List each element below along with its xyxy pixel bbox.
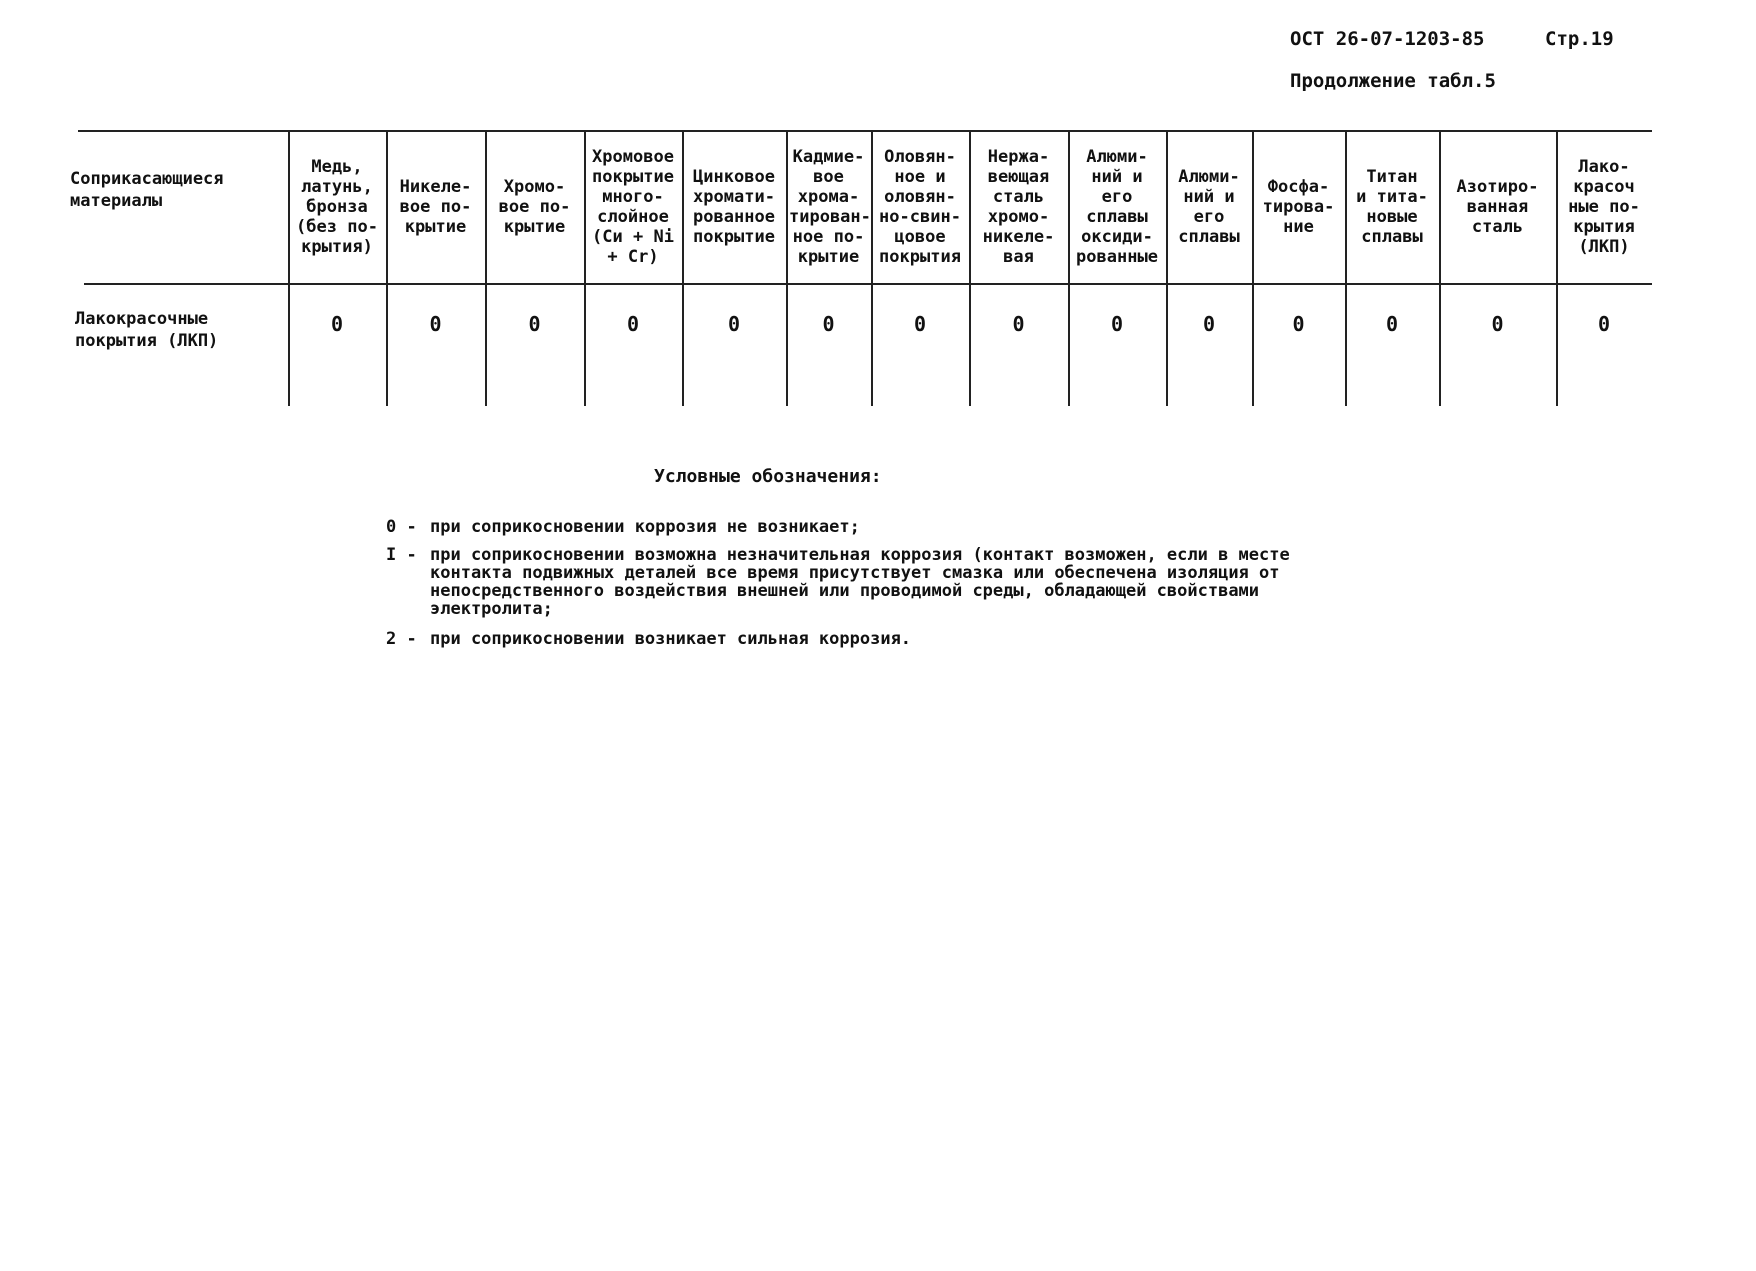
column-header-text: Медь, латунь, бронза (без по- крытия) (296, 157, 378, 257)
column-header-text: Хромо- вое по- крытие (498, 177, 571, 237)
column-header-text: Никеле- вое по- крытие (399, 177, 472, 237)
legend-symbol: 0 - (386, 517, 417, 537)
column-divider (584, 130, 586, 406)
column-header (874, 147, 966, 267)
column-divider (1439, 130, 1441, 406)
legend-item-1 (386, 546, 1386, 626)
column-header-text: Цинковое хромати- рованное покрытие (693, 167, 775, 247)
table-cell-value: 0 (913, 312, 927, 336)
table-cell-value: 0 (1597, 312, 1611, 336)
legend-item-2 (386, 630, 1386, 652)
column-header-text: Азотиро- ванная сталь (1456, 177, 1539, 237)
legend-text: при соприкосновении возникает сильная коррозия. (430, 629, 912, 649)
row-header-label: Соприкасающиеся материалы (70, 169, 224, 211)
legend-symbol: 2 - (386, 629, 417, 649)
legend-symbol: I - (386, 545, 417, 565)
column-divider (485, 130, 487, 406)
table-cell-value: 0 (1202, 312, 1216, 336)
column-header-text: Алюми- ний и его сплавы (1178, 167, 1240, 247)
table-cell-value: 0 (1385, 312, 1399, 336)
column-header-text: Алюми- ний и его сплавы оксиди- рованные (1076, 147, 1158, 267)
table-header-rule (84, 283, 1652, 285)
page-number: Стр.19 (1545, 28, 1614, 50)
column-divider (1345, 130, 1347, 406)
column-header-text: Оловян- ное и оловян- но-свин- цовое покрытия (879, 147, 961, 267)
row-label: Лакокрасочные покрытия (ЛКП) (75, 309, 219, 351)
column-header-text: Титан и тита- новые сплавы (1356, 167, 1428, 247)
table-cell-value: 0 (822, 312, 835, 336)
column-header (291, 157, 383, 257)
column-header-text: Хромовое покрытие много- слойное (Си + Ni + Cr) (592, 147, 674, 267)
table-cell-value: 0 (1491, 312, 1504, 336)
column-header (972, 147, 1065, 267)
column-header (1169, 167, 1249, 247)
column-header (1071, 147, 1163, 267)
column-header-text: Фосфа- тирова- ние (1262, 177, 1335, 237)
column-header (587, 147, 679, 267)
column-divider (1556, 130, 1558, 406)
column-header-text: Лако- красоч ные по- крытия (ЛКП) (1568, 157, 1640, 257)
legend-item-0 (386, 518, 1386, 540)
document-code: ОСТ 26-07-1203-85 (1290, 28, 1485, 50)
table-top-rule (78, 130, 1652, 132)
table-cell-value: 0 (727, 312, 741, 336)
table-cell-value: 0 (330, 312, 344, 336)
column-divider (1166, 130, 1168, 406)
column-divider (1252, 130, 1254, 406)
column-header (389, 177, 482, 237)
column-header (789, 147, 871, 267)
column-header (1442, 177, 1553, 237)
column-divider (386, 130, 388, 406)
table-continuation-label: Продолжение табл.5 (1290, 70, 1496, 92)
table-cell-value: 0 (528, 312, 541, 336)
table-cell-value: 0 (1110, 312, 1124, 336)
table-cell-value: 0 (626, 312, 640, 336)
column-header (488, 177, 581, 237)
legend-title: Условные обозначения: (654, 466, 882, 487)
column-divider (288, 130, 290, 406)
table-cell-value: 0 (1292, 312, 1305, 336)
table-cell-value: 0 (429, 312, 442, 336)
column-divider (871, 130, 873, 406)
column-divider (1068, 130, 1070, 406)
legend-text: при соприкосновении коррозия не возникает; (430, 517, 860, 537)
table-cell-value: 0 (1012, 312, 1025, 336)
column-divider (786, 130, 788, 406)
column-header-text: Нержа- веющая сталь хромо- никеле- вая (982, 147, 1055, 267)
column-header (685, 167, 783, 247)
column-header-text: Кадмие- вое хрома- тирован- ное по- крытие (789, 147, 871, 267)
column-divider (682, 130, 684, 406)
column-header (1559, 157, 1649, 257)
column-header (1348, 167, 1436, 247)
column-header (1255, 177, 1342, 237)
column-divider (969, 130, 971, 406)
legend-text: при соприкосновении возможна незначительная коррозия (контакт возможен, если в месте контакта подвижных деталей все время присутствует смазка или обеспечена изоляция от непосредственного воздействия внешней или проводимой среды, обладающей свойствами электролита; (430, 545, 1290, 619)
